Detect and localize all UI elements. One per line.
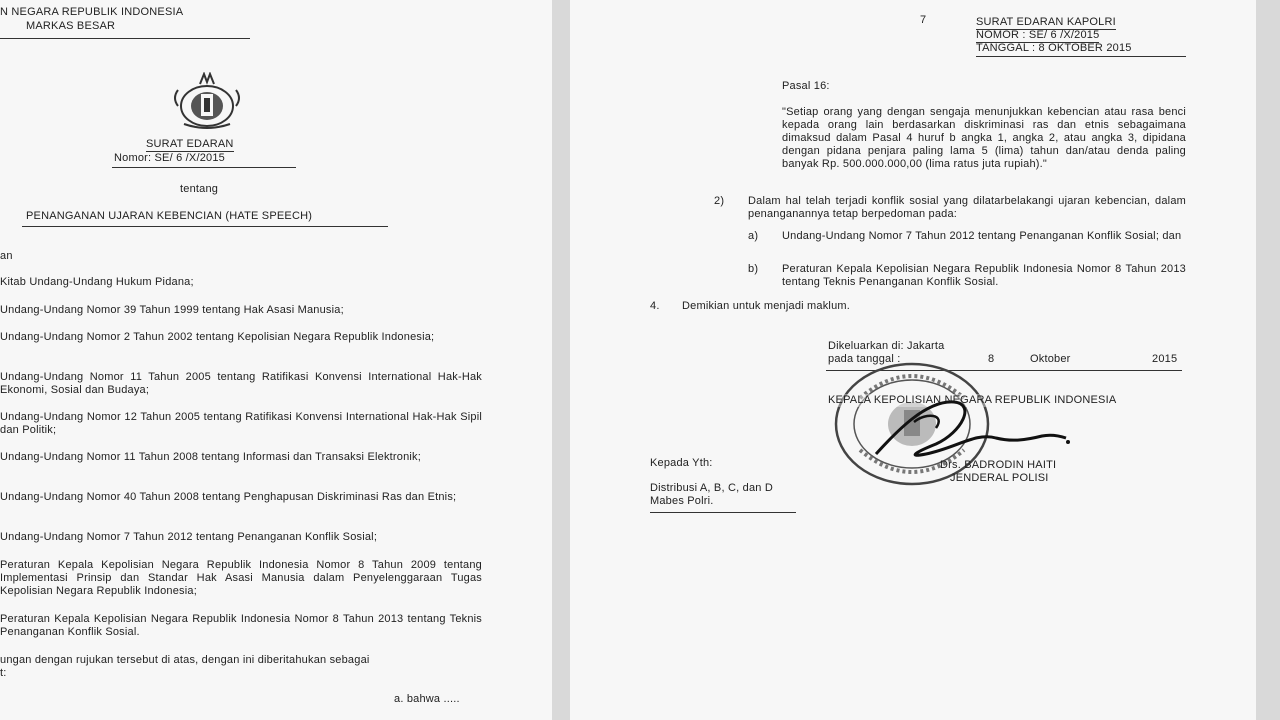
- signatory-title: KEPALA KEPOLISIAN NEGARA REPUBLIK INDONESIA: [828, 394, 1117, 406]
- header-block-divider: [976, 56, 1186, 57]
- item-2a-number: a): [748, 230, 759, 242]
- issued-on-month: Oktober: [1030, 353, 1071, 365]
- reference-item: Undang-Undang Nomor 11 Tahun 2008 tentang Informasi dan Transaksi Elektronik;: [0, 451, 422, 463]
- continuation-marker: a. bahwa .....: [394, 693, 460, 705]
- reference-item: Undang-Undang Nomor 2 Tahun 2002 tentang Kepolisian Negara Republik Indonesia;: [0, 331, 435, 343]
- signatory-rank: JENDERAL POLISI: [950, 472, 1049, 484]
- page-number: 7: [920, 14, 927, 26]
- subject-divider: [22, 226, 388, 227]
- issued-on-day: 8: [988, 353, 995, 365]
- closing-line-2: t:: [0, 667, 7, 679]
- item-2-text: Dalam hal telah terjadi konflik sosial yang dilatarbelakangi ujaran kebencian, dalam penanganannya tetap berpedoman pada:: [748, 195, 1186, 220]
- item-2b-number: b): [748, 263, 759, 275]
- item-2-number: 2): [714, 195, 725, 207]
- document-page-right: [570, 0, 1256, 720]
- header-divider: [0, 38, 250, 39]
- about-label: tentang: [180, 183, 219, 195]
- recipient-label: Kepada Yth:: [650, 457, 713, 469]
- distribution-line-2: Mabes Polri.: [650, 495, 714, 507]
- item-4-number: 4.: [650, 300, 660, 312]
- truncated-heading: an: [0, 250, 13, 262]
- reference-item: Undang-Undang Nomor 7 Tahun 2012 tentang Penanganan Konflik Sosial;: [0, 531, 378, 543]
- item-2b-text: Peraturan Kepala Kepolisian Negara Republik Indonesia Nomor 8 Tahun 2013 tentang Teknis Penanganan Konflik Sosial.: [782, 263, 1186, 288]
- header-line-2: MARKAS BESAR: [26, 20, 116, 32]
- title-divider: [112, 167, 296, 168]
- police-crest-emblem-icon: [170, 72, 244, 130]
- distribution-divider: [650, 512, 796, 513]
- distribution-line-1: Distribusi A, B, C, dan D: [650, 482, 773, 494]
- document-number: Nomor: SE/ 6 /X/2015: [114, 152, 225, 164]
- closing-line: ungan dengan rujukan tersebut di atas, dengan ini diberitahukan sebagai: [0, 654, 370, 666]
- issued-at: Dikeluarkan di: Jakarta: [828, 340, 945, 352]
- document-subject: PENANGANAN UJARAN KEBENCIAN (HATE SPEECH): [26, 210, 313, 222]
- document-page-left: [0, 0, 552, 720]
- reference-item: Undang-Undang Nomor 40 Tahun 2008 tentang Penghapusan Diskriminasi Ras dan Etnis;: [0, 491, 457, 503]
- item-4-text: Demikian untuk menjadi maklum.: [682, 300, 851, 312]
- header-block-line-3: TANGGAL : 8 OKTOBER 2015: [976, 42, 1132, 54]
- reference-item: Peraturan Kepala Kepolisian Negara Republik Indonesia Nomor 8 Tahun 2009 tentang Implementasi Prinsip dan Standar Hak Asasi Manusia dalam Penyelenggaraan Tugas Kepolisian Negara Republik Indonesia;: [0, 559, 482, 597]
- issued-on-year: 2015: [1152, 353, 1178, 365]
- article-quote: "Setiap orang yang dengan sengaja menunjukkan kebencian atau rasa benci kepada orang lain berdasarkan diskriminasi ras dan etnis sebagaimana dimaksud dalam Pasal 4 huruf b angka 1, angka 2, atau angka 3, dipidana dengan pidana penjara paling lama 5 (lima) tahun dan/atau denda paling banyak Rp. 500.000.000,00 (lima ratus juta rupiah).": [782, 106, 1186, 170]
- item-2a-text: Undang-Undang Nomor 7 Tahun 2012 tentang Penanganan Konflik Sosial; dan: [782, 230, 1182, 242]
- reference-item: Undang-Undang Nomor 39 Tahun 1999 tentang Hak Asasi Manusia;: [0, 304, 344, 316]
- header-block-line-2: NOMOR : SE/ 6 /X/2015: [976, 29, 1100, 41]
- article-heading: Pasal 16:: [782, 80, 830, 92]
- reference-item: Kitab Undang-Undang Hukum Pidana;: [0, 276, 194, 288]
- reference-item: Peraturan Kepala Kepolisian Negara Republik Indonesia Nomor 8 Tahun 2013 tentang Teknis Penanganan Konflik Sosial.: [0, 613, 482, 638]
- reference-item: Undang-Undang Nomor 11 Tahun 2005 tentang Ratifikasi Konvensi International Hak-Hak Ekonomi, Sosial dan Budaya;: [0, 371, 482, 396]
- header-line-1: N NEGARA REPUBLIK INDONESIA: [0, 6, 184, 18]
- document-title: SURAT EDARAN: [146, 138, 234, 150]
- signatory-name: Drs. BADRODIN HAITI: [940, 459, 1057, 471]
- issued-on-label: pada tanggal :: [828, 353, 901, 365]
- header-block-line-1: SURAT EDARAN KAPOLRI: [976, 16, 1116, 28]
- reference-item: Undang-Undang Nomor 12 Tahun 2005 tentang Ratifikasi Konvensi International Hak-Hak Sipil dan Politik;: [0, 411, 482, 436]
